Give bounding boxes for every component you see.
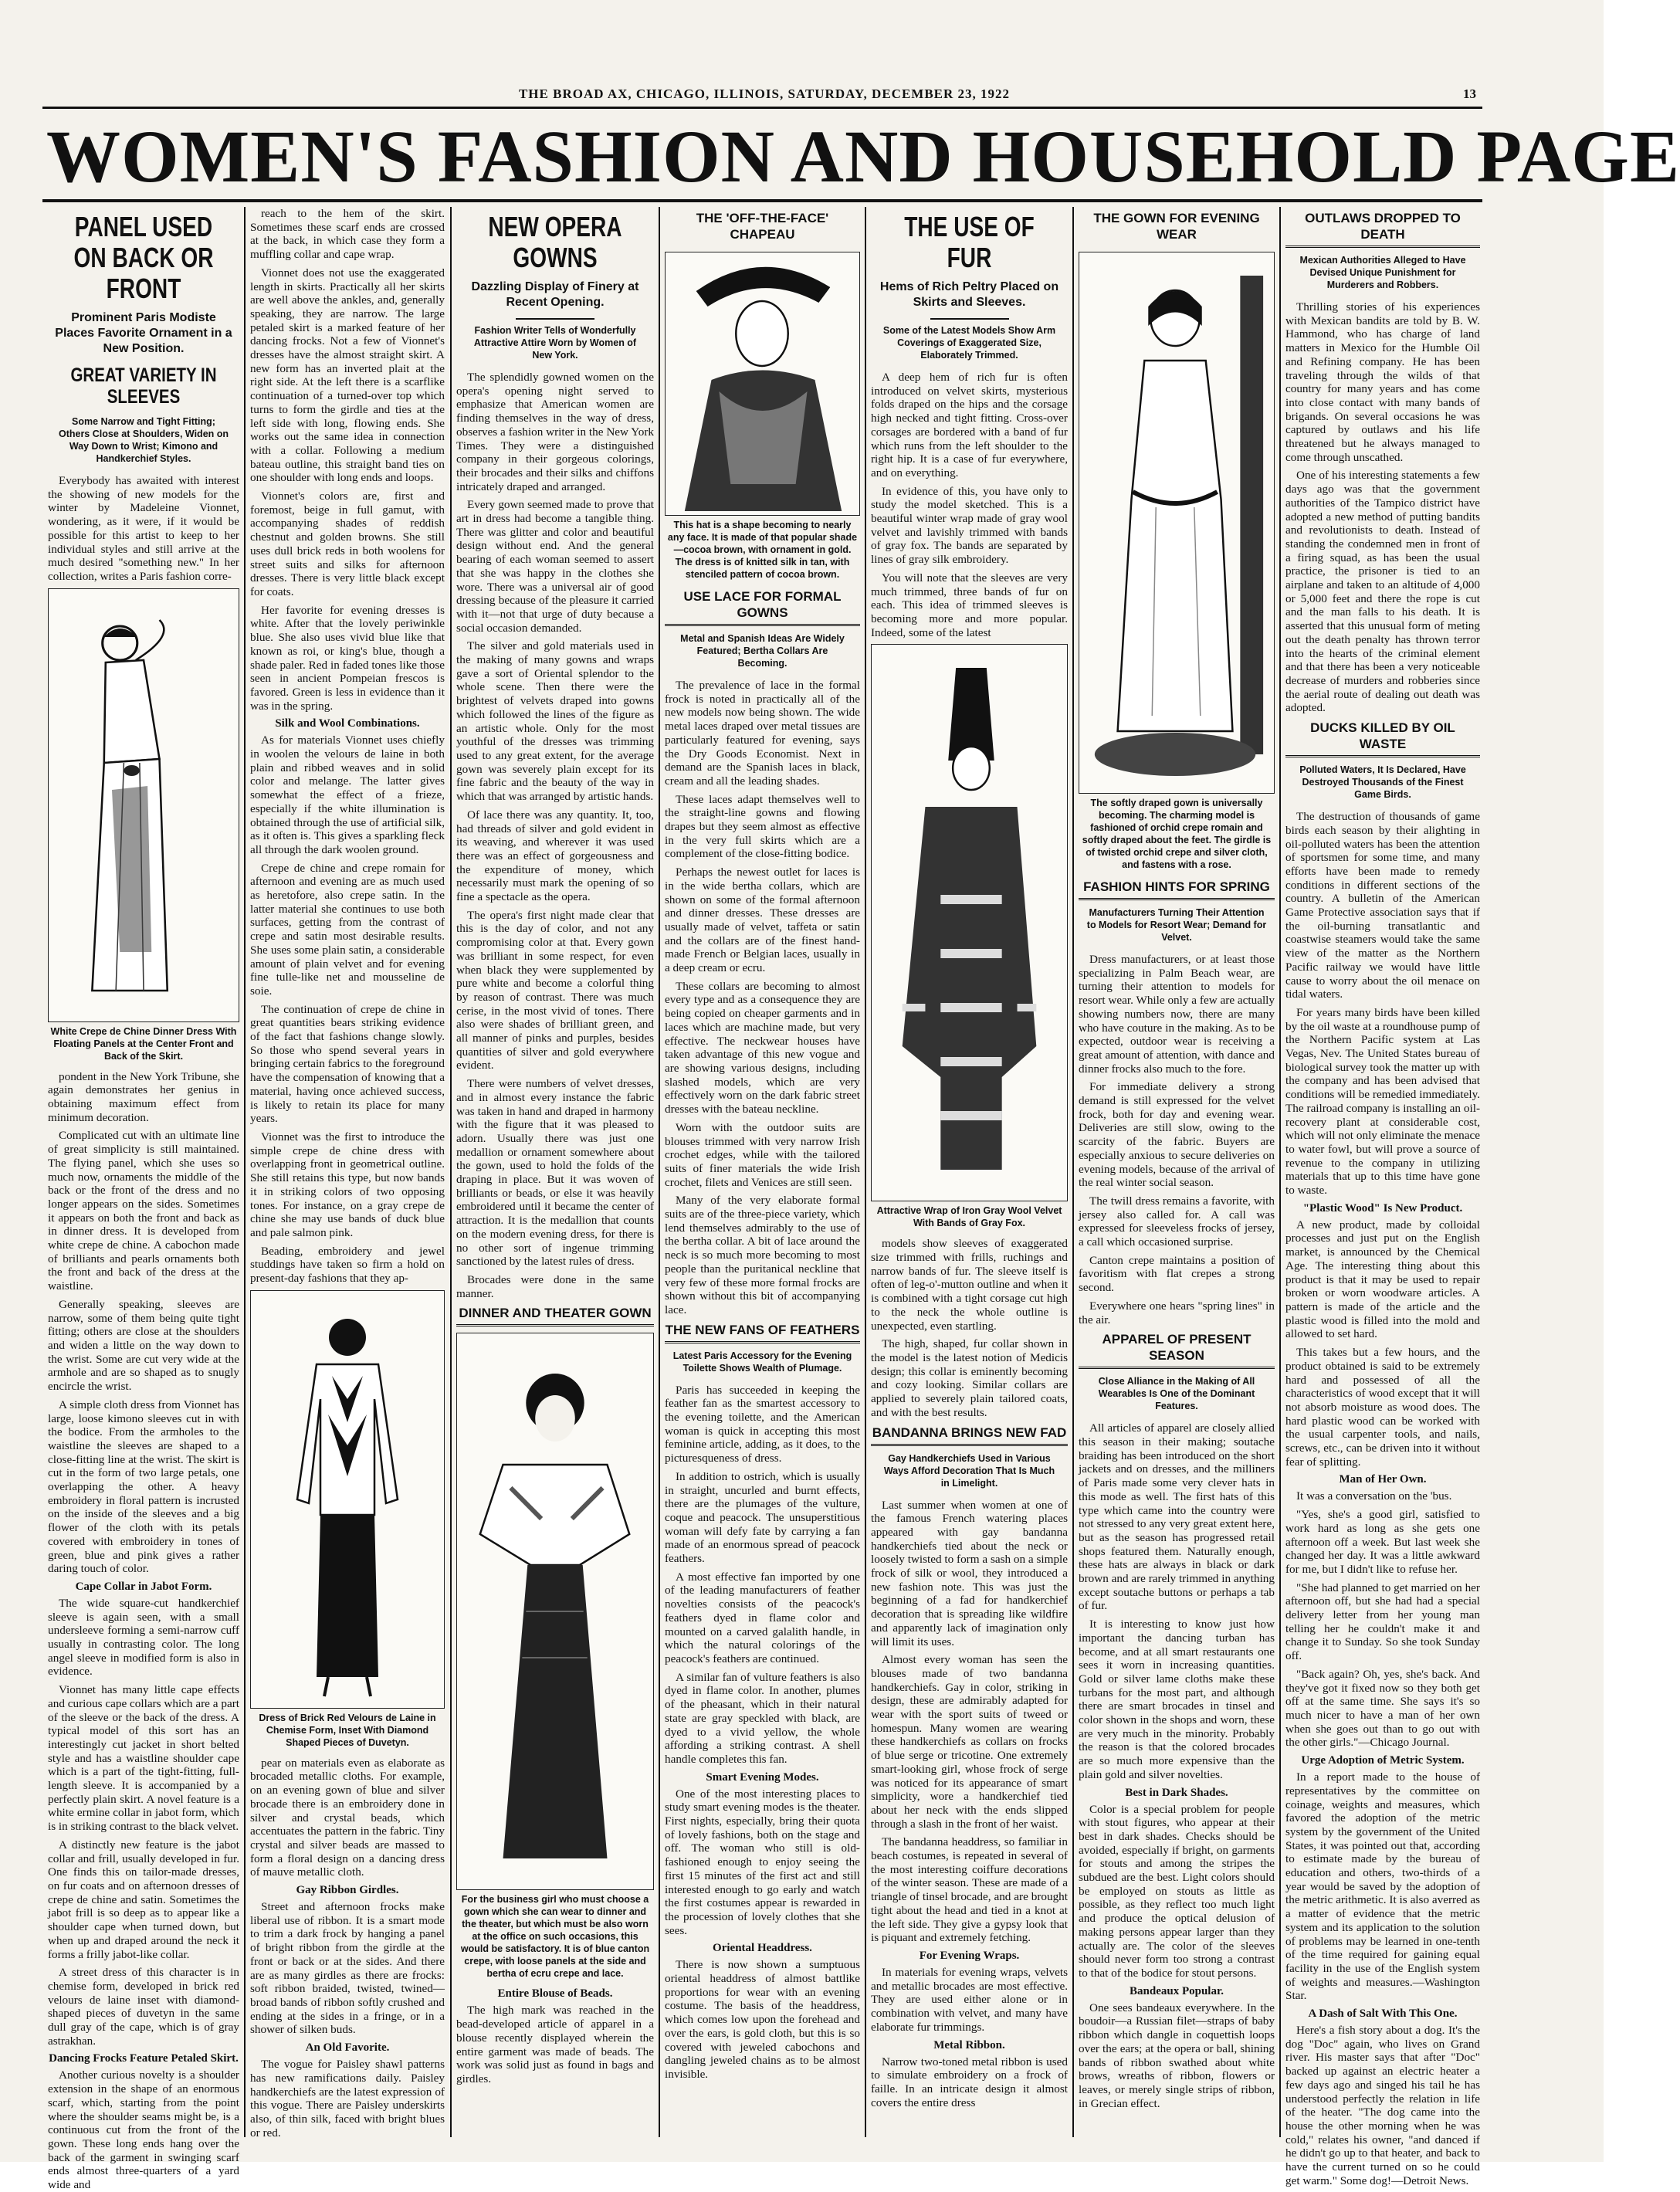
banner-rule <box>42 199 1482 202</box>
paragraph: The prevalence of lace in the formal frock is noted in practically all of the new models now being shown. The wide metal laces draped over metal tissues are particularly featured for evening, says the Dry Goods Economist. Next in demand are the Spanish laces in black, cream and all the leading shades. <box>665 679 860 788</box>
deck: Prominent Paris Modiste Places Favorite Ornament in a New Position. <box>55 311 232 355</box>
column-5 <box>871 207 1068 2137</box>
paragraph: In a report made to the house of representatives by the committee on coinage, weights and measures, which favored the adoption of the metric system by the government of the United States, it was pointed out that, according to estimate made by the bureau of education and others, two-thirds of a year would be saved by the adoption of the metric arithmetic. It is also averred as a matter of evidence that the metric system and its application to the solution of problems may be learned in one-tenth of the time required for gaining equal facility in the use of the English system of weights and measures.—Washington Star. <box>1285 1770 1480 2003</box>
paragraph: There were numbers of velvet dresses, and in almost every instance the fabric was taken in hand and draped in harmony with the figure that it was pleased to adorn. Usually there was just one medallion or ornament somewhere about the gown, used to hold the folds of the draping in place. But it was woven of brilliants or beads, or else it was heavily embroidered until it became the center of attraction. It is the medallion that counts on the modern evening dress, for there is no other sort of ingenue trimming sanctioned by the latest rules of dress. <box>456 1077 654 1269</box>
headline: FASHION HINTS FOR SPRING <box>1079 879 1275 900</box>
illustration-chemise-dress <box>250 1290 445 1709</box>
subhead: For Evening Wraps. <box>919 1950 1020 1962</box>
divider <box>516 318 594 320</box>
paragraph: "Back again? Oh, yes, she's back. And they've got it fixed now so they both get off at the same time. She says it's so much nicer to have a man of her own when she goes out than to go out with the other girls."—Chicago Journal. <box>1285 1667 1480 1750</box>
masthead-rule <box>42 107 1482 109</box>
paragraph: It was a conversation on the 'bus. <box>1296 1489 1452 1503</box>
column-1 <box>48 207 239 2192</box>
deck: Some of the Latest Models Show Arm Coverings of Exaggerated Size, Elaborately Trimmed. <box>882 325 1056 361</box>
illustration-theater-gown <box>456 1333 654 1890</box>
paragraph: The wide square-cut handkerchief sleeve is again seen, with a small undersleeve forming a semi-narrow cuff usually in contrasting color. The long angel sleeve in modified form is also in evidence. <box>48 1596 239 1679</box>
paragraph: Complicated cut with an ultimate line of great simplicity is still maintained. The flying panel, which she uses so much now, ornaments the middle of the back or the front of the dress and no longer appears on the sides. Sometimes it appears on both the front and back as in dinner dress. It is developed from white crepe de chine. A cabochon made of brilliants and pearls ornaments both the front and back of the dress at the waistline. <box>48 1129 239 1293</box>
illustration-off-the-face-hat <box>665 252 860 516</box>
paragraph: You will note that the sleeves are very much trimmed, three bands of fur on each. This idea of trimmed sleeves is becoming more and more popular. Indeed, some of the latest <box>871 571 1068 639</box>
column-rule <box>659 207 660 2137</box>
paragraph: A simple cloth dress from Vionnet has large, loose kimono sleeves cut in with the bodice. From the armholes to the waistline the sleeves are shaped to a close-fitting line at the wrist. The skirt is cut in the form of two large petals, one overlapping the other. A heavy embroidery in floral pattern is incrusted on the inside of the sleeves and a big flower of the cloth with its petals covered with embroidery in tones of green, blue and pink gives a rather daring touch of color. <box>48 1398 239 1576</box>
paragraph: Almost every woman has seen the blouses made of two bandanna handkerchiefs. Gay in color, striking in design, these are admirably adapted for wear with the sport suits of tweed or homespun. Many women are wearing these handkerchiefs as collars on frocks of blue serge or tricotine. One extremely smart-looking girl, whose frock of serge was noticed for its appearance of smart simplicity, wore a handkerchief tied about her neck with the ends slipped through a slash in the front of her waist. <box>871 1653 1068 1831</box>
subhead: Man of Her Own. <box>1339 1473 1427 1486</box>
column-6 <box>1079 207 1275 2137</box>
deck: Dazzling Display of Finery at Recent Opening. <box>471 280 639 309</box>
paragraph: A distinctly new feature is the jabot collar and frill, usually developed in fur. One finds this on tailor-made dresses, on fur coats and on afternoon dresses of crepe de chine and satin. Sometimes the jabot frill is so deep as to appear like a shoulder cape when turned down, but when up and draped around the neck it forms a frilly jabot-like collar. <box>48 1838 239 1961</box>
paragraph: In evidence of this, you have only to study the model sketched. This is a beautiful winter wrap made of gray wool velvet and lavishly trimmed with bands of gray fox. The bands are separated by lines of gray silk embroidery. <box>871 484 1068 567</box>
paragraph: Last summer when women at one of the famous French watering places appeared with gay bandanna handkerchiefs tied about the neck or loosely twisted to form a sash on a simple frock of silk or wool, they introduced a new fashion note. This was just the beginning of a fad for handkerchief decoration that is spreading like wildfire and apparently lack of imagination only will limit its uses. <box>871 1498 1068 1648</box>
paragraph: Paris has succeeded in keeping the feather fan as the smartest accessory to the evening toilette, and the American woman is quick in accepting this most feminine article, adding, as it does, to the picturesqueness of dress. <box>665 1383 860 1465</box>
paragraph: "Yes, she's a good girl, satisfied to work hard as long as she gets one afternoon off a week. But last week she changed her day. It was a little awkward for me, but I didn't like to refuse her. <box>1285 1508 1480 1576</box>
paragraph: The continuation of crepe de chine in great quantities bears striking evidence of the fact that fashions change slowly. So those who spend several years in bringing certain fabrics to the foreground have the compensation of knowing that a material, having once achieved success, is likely to retain its place for many years. <box>250 1002 445 1126</box>
paragraph: Beading, embroidery and jewel studdings have taken so firm a hold on present-day fashions that they ap- <box>250 1244 445 1286</box>
deck: Polluted Waters, It Is Declared, Have Destroyed Thousands of the Finest Game Birds. <box>1299 764 1466 801</box>
paragraph: A new product, made by colloidal processes and just put on the English market, is announced by the Chemical Age. The interesting thing about this product is that it may be used to repair broken or worn woodware articles. A pattern is made of the article and the plastic wood is filled into the mold and allowed to set hard. <box>1285 1218 1480 1341</box>
paragraph: This takes but a few hours, and the product obtained is said to be extremely hard and possessed of all the characteristics of wood except that it will not absorb moisture as wood does. The hard plastic wood can be worked with the usual carpenter tools, and nails, screws, etc., can be driven into it without fear of splitting. <box>1285 1346 1480 1469</box>
figure-caption: The softly draped gown is universally becoming. The charming model is fashioned of orchid crepe romain and softly draped about the feet. The girdle is of twisted orchid crepe and silver cloth, and fastens with a rose. <box>1082 798 1272 870</box>
paragraph: Generally speaking, sleeves are narrow, some of them being quite tight fitting; others are close at the shoulders and widen a little on the way down to the wrist. Some are cut very wide at the armhole and are so shaped as to snugly encircle the wrist. <box>48 1297 239 1394</box>
deck: Gay Handkerchiefs Used in Various Ways Afford Decoration That Is Much in Limelight. <box>883 1452 1055 1489</box>
paragraph: Her favorite for evening dresses is white. After that the lovely periwinkle blue. She also uses vivid blue like that known as roi, or king's blue, though a shade paler. Red in faded tones like those seen in ancient Pompeian frescos is favored. Green is less in evidence than it was in the spring. <box>250 603 445 713</box>
paragraph: Color is a special problem for people with stout figures, who appear at their best in dark shades. Checks should be avoided, especially if bright, on garments for stouts and among the stripes the subdued are the best. Light colors should be employed on stouts as little as possible, as they reflect too much light and produce the optical delusion of making persons appear larger than they actually are. The color of the sleeves should never form too strong a contrast to that of the bodice for stout persons. <box>1079 1802 1275 1980</box>
paragraph: Worn with the outdoor suits are blouses trimmed with very narrow Irish crochet edges, while with the tailored suits of finer materials the wide Irish crochet, filets and Venices are still seen. <box>665 1120 860 1189</box>
figure-caption: White Crepe de Chine Dinner Dress With Floating Panels at the Center Front and Back of the Skirt. <box>50 1025 237 1062</box>
paragraph: One sees bandeaux everywhere. In the boudoir—a Russian filet—straps of baby ribbon which dangle in coquettish loops over the ears; at the opera or ball, shining bands of ribbon swathed about white brows, wreaths of ribbon, flowers or leaves, or merely single strips of ribbon, in Grecian effect. <box>1079 2001 1275 2110</box>
paragraph: It is interesting to know just how important the dancing turban has become, and at all smart restaurants one sees it worn in increasing quantities. Gold or silver lame cloths make these turbans for the most part, and although there are smart brocades in tinsel and color shown in the shops and worn, these are very much in the minority. Probably the reason is that the colored brocades are so much more expensive than the plain gold and silver novelties. <box>1079 1618 1275 1781</box>
paragraph: The destruction of thousands of game birds each season by their alighting in oil-polluted waters has been the attention of sportsmen for some time, and many efforts have been made to remedy conditions in different sections of the country. A bulletin of the American Game Protective association says that if the oil-burning transatlantic and coastwise steamers would take the same view of the matter as the Northern Pacific railway we would have little cause to worry about the oil menace on tidal waters. <box>1285 810 1480 1001</box>
subhead: An Old Favorite. <box>305 2041 390 2055</box>
figure-caption: This hat is a shape becoming to nearly any face. It is made of that popular shade—cocoa brown, with ornament in gold. The dress is of knitted silk in tan, with stenciled pattern of cocoa brown. <box>667 520 858 580</box>
paragraph: A street dress of this character is in chemise form, developed in brick red velours de laine inset with diamond-shaped pieces of duvetyn in the same dull gray of the cape, which is of gray astrakhan. <box>48 1966 239 2048</box>
column-rule <box>1279 207 1281 2137</box>
column-rule <box>1072 207 1074 2137</box>
paragraph: In materials for evening wraps, velvets and metallic brocades are most effective. They are used either alone or in combination with velvet, and many have elaborate fur trimmings. <box>871 1966 1068 2034</box>
subhead: Metal Ribbon. <box>933 2038 1005 2051</box>
paragraph: The opera's first night made clear that this is the day of color, and not any compromising color at that. Every gown was brilliant in some respect, for even when black they were supplemented by pure white and become a colorful thing by reason of contrast. There was much cerise, in the most vivid of tones. There also were shades of brilliant green, and all manner of pinks and purples, besides quantities of silver and gold everywhere evident. <box>456 908 654 1072</box>
paragraph: Street and afternoon frocks make liberal use of ribbon. It is a smart mode to trim a dark frock by hanging a panel of bright ribbon from the girdle at the front or back or at the sides. And there are as many girdles as there are frocks: soft ribbon braided, twisted, twined—broad bands of ribbon softly crushed and ending at the sides in a fringe, or in a shower of silken buds. <box>250 1900 445 2037</box>
paragraph: pear on materials even as elaborate as brocaded metallic cloths. For example, on an evening gown of blue and silver brocade there is an embroidery done in silver and crystal beads, which accentuates the pattern in the fabric. Tiny crystal and silver beads are massed to form a floral design on a dancing dress of mauve metallic cloth. <box>250 1756 445 1879</box>
subhead: Best in Dark Shades. <box>1125 1786 1228 1799</box>
headline: DUCKS KILLED BY OIL WASTE <box>1285 720 1480 757</box>
subhead: Entire Blouse of Beads. <box>497 1987 613 2001</box>
paragraph: A similar fan of vulture feathers is also dyed in flame color. In another, plumes of the pheasant, which in their natural state are gray speckled with black, are dyed to a vivid yellow, the whole affording a striking contrast. A shell handle completes this fan. <box>665 1670 860 1766</box>
paragraph: The bandanna headdress, so familiar in beach costumes, is repeated in several of the most interesting coiffure decorations of the winter season. These are made of a triangle of tinsel brocade, and are brought tight about the head and tied in a knot at the left side. They give a gypsy look that is piquant and extremely fetching. <box>871 1835 1068 1945</box>
paragraph: Vionnet's colors are, first and foremost, beige in full gamut, with accompanying shades of reddish chestnut and golden browns. She still uses dull brick reds in both woolens for street suits and silks for afternoon dresses. There is very little black except for coats. <box>250 490 445 598</box>
figure-caption: Attractive Wrap of Iron Gray Wool Velvet With Bands of Gray Fox. <box>876 1205 1062 1229</box>
paragraph: The silver and gold materials used in the making of many gowns and wraps gave a sort of Oriental splendor to the whole scene. Then there were the brightest of velvets draped into gowns which followed the lines of the figure as an artistic whole. Only for the most youthful of the dresses was trimming used to any great extent, for the average gown was severely plain except for its fine fabric and the beauty of the way in which that was arranged by artistic hands. <box>456 639 654 804</box>
deck: Manufacturers Turning Their Attention to Models for Resort Wear; Demand for Velvet. <box>1086 907 1267 943</box>
paragraph: Vionnet does not use the exaggerated length in skirts. Practically all her skirts are well above the ankles, and, generally speaking, they are narrow. The large petaled skirt is a marked feature of her dancing frocks. Not a few of Vionnet's dresses have the almost straight skirt. A new form has an inverted plait at the right side. At the left there is a scarflike continuation of a turned-over top which turns to form the girdle and ties at the left side with long, flowing ends. She works out the same idea in connection with a collar. Following a medium bateau outline, this straight band ties on one shoulder with long ends and loops. <box>250 266 445 485</box>
deck: Some Narrow and Tight Fitting; Others Close at Shoulders, Widen on Way Down to Wrist; Kimono and Handkerchief Styles. <box>58 416 229 464</box>
paragraph: Thrilling stories of his experiences with Mexican bandits are told by B. W. Hammond, who has charge of land matters in Mexico for the Humble Oil and Refining company. He has been traveling through the wilds of that country for many years and has come into close contact with many bands of brigands. On several occasions he was captured by outlaws and his life threatened but he always managed to come through unscathed. <box>1285 300 1480 464</box>
masthead: THE BROAD AX, CHICAGO, ILLINOIS, SATURDAY, DECEMBER 23, 1922 <box>518 86 1011 101</box>
headline: DINNER AND THEATER GOWN <box>456 1305 654 1326</box>
paragraph: "She had planned to get married on her afternoon off, but she had had a special delivery letter from her young man telling her he couldn't make it and change it to Sunday. So she took Sunday off. <box>1285 1580 1480 1663</box>
deck: Close Alliance in the Making of All Wearables Is One of the Dominant Features. <box>1098 1376 1255 1412</box>
paragraph: A deep hem of rich fur is often introduced on velvet skirts, mysterious folds draped on the hips and the corsage high necked and tight fitting. Cross-over corsages are bordered with a band of fur which runs from the left shoulder to the right hip. It is a case of fur everywhere, and on everything. <box>871 371 1068 479</box>
column-2 <box>250 207 445 2137</box>
paragraph: One of his interesting statements a few days ago was that the government authorities of the Tampico district have adopted a new method of putting bandits and revolutionists to death. Instead of standing the condemned men in front of a firing squad, as has been the usual practice, the prisoner is tied to an airplane and taken to an altitude of 4,000 or 5,000 feet and there the rope is cut and the man falls to his death. It is asserted that this unusual form of meting out the death penalty has thrown terror into the hearts of the criminal element and that there has been a very noticeable decrease of murders and robberies since the aerial route of dealing out death was adopted. <box>1285 469 1480 715</box>
headline: THE NEW FANS OF FEATHERS <box>665 1322 860 1343</box>
paragraph: Canton crepe maintains a position of favoritism with flat crepes a strong second. <box>1079 1253 1275 1295</box>
paragraph: The twill dress remains a favorite, with jersey also called for. A call was expressed for sleeveless frocks of jersey, a call which occasioned surprise. <box>1079 1194 1275 1249</box>
paragraph: For years many birds have been killed by the oil waste at a roundhouse pump of the Northern Pacific system at Las Vegas, Nev. The United States bureau of biological survey took the matter up with the company and has been advised that conditions will be remedied immediately. The railroad company is installing an oil-recovery plant at considerable cost, which will not only eliminate the menace to water fowl, but will prove a source of revenue to the company in utilizing materials that up to this time have gone to waste. <box>1285 1005 1480 1198</box>
column-rule <box>450 207 452 2137</box>
headline: PANEL USED ON BACK OR FRONT <box>73 211 214 304</box>
headline: THE USE OF FUR <box>904 211 1035 273</box>
headline: BANDANNA BRINGS NEW FAD <box>871 1425 1068 1446</box>
subhead: Urge Adoption of Metric System. <box>1301 1754 1465 1767</box>
deck: Latest Paris Accessory for the Evening Toilette Shows Wealth of Plumage. <box>672 1350 852 1374</box>
paragraph: Here's a fish story about a dog. It's the dog "Doc" again, who lives on Grand river. His master says that after "Doc" backed up against an electric heater a few days ago and singed his tail he has understood perfectly the relation in life of the heater. "The dog came into the house the other morning when he was cold," relates his owner, "and danced if he didn't go up to that heater, and back to have the current turned on so he could get warm." Some dog!—Detroit News. <box>1285 2024 1480 2187</box>
deck: Fashion Writer Tells of Wonderfully Attractive Attire Worn by Women of New York. <box>473 325 637 361</box>
paragraph: models show sleeves of exaggerated size trimmed with frills, ruchings and narrow bands of fur. The sleeve itself is often of leg-o'-mutton outline and when it is combined with a tight corsage cut high to the neck the whole outline is unexpected, even startling. <box>871 1237 1068 1333</box>
deck: Metal and Spanish Ideas Are Widely Featured; Bertha Collars Are Becoming. <box>680 633 845 669</box>
subhead: Gay Ribbon Girdles. <box>296 1884 399 1897</box>
paragraph: Of lace there was any quantity. It, too, had threads of silver and gold evident in its weaving, and wherever it was used there was an effect of gorgeousness and the expenditure of money, which necessarily must mark the opening of so fine a spectacle as the opera. <box>456 808 654 904</box>
paragraph: Dress manufacturers, or at least those specializing in Palm Beach wear, are turning their attention to models for resort wear. While only a few are actually showing numbers now, there are many who have couture in the making. As to be expected, outdoor wear is receiving a great amount of attention, with dance and dinner frocks also much to the fore. <box>1079 953 1275 1076</box>
paragraph: The vogue for Paisley shawl patterns has new ramifications daily. Paisley handkerchiefs are the latest expression of this vogue. There are Paisley underskirts also, of thin silk, faced with bright blues or red. <box>250 2058 445 2139</box>
paragraph: All articles of apparel are closely allied this season in their making; soutache braiding has been introduced on the short jackets and on dresses, and the milliners of Paris made some very clever hats in this mode as well. The first hats of this type which came into the country were not stressed to any very great extent here, but as the season has progressed retail shops featured them. Naturally enough, these hats are always in black or dark brown and are rarely trimmed in anything except soutache buttons or perhaps a tab of fur. <box>1079 1421 1275 1613</box>
page-banner: WOMEN'S FASHION AND HOUSEHOLD PAGE <box>46 115 1680 198</box>
column-rule <box>244 207 246 2137</box>
deck: Hems of Rich Peltry Placed on Skirts and Sleeves. <box>879 280 1059 309</box>
paragraph: Another curious novelty is a shoulder extension in the shape of an enormous scarf, which, starting from the point where the shoulder seams might be, is a continuous cut from the front of the gown. These long ends hang over the back of the garment in swinging scarf ends almost three-quarters of a yard wide and <box>48 2068 239 2192</box>
deck: Mexican Authorities Alleged to Have Devised Unique Punishment for Murderers and Robbers. <box>1299 255 1466 290</box>
divider <box>930 318 1009 320</box>
subhead: Cape Collar in Jabot Form. <box>75 1580 212 1593</box>
paragraph: Narrow two-toned metal ribbon is used to simulate embroidery on a frock of faille. In an intricate design it almost covers the entire dress <box>871 2055 1068 2109</box>
illustration-dinner-dress <box>48 588 239 1022</box>
figure-caption: Dress of Brick Red Velours de Laine in Chemise Form, Inset With Diamond Shaped Pieces of Duvetyn. <box>259 1712 436 1748</box>
paragraph: Brocades were done in the same manner. <box>456 1273 654 1300</box>
paragraph: For immediate delivery a strong demand is still expressed for the velvet frock, both for day and evening wear. Deliveries are still slow, owing to the scarcity of the fabric. Buyers are especially anxious to secure deliveries on evening models, because of the arrival of the real winter social season. <box>1079 1080 1275 1190</box>
column-4 <box>665 207 860 2137</box>
subhead: A Dash of Salt With This One. <box>1308 2007 1458 2021</box>
paragraph: Every gown seemed made to prove that art in dress had become a tangible thing. There was glitter and color and beautiful design without end. And the general bearing of each woman seemed to assert that she was happy in the clothes she wore. There was a universal air of good dressing because of the pleasure it carried with it—not that urge of duty because a social occasion demanded. <box>456 498 654 635</box>
paragraph: In addition to ostrich, which is usually in straight, uncurled and burnt effects, there are the plumages of the vulture, coque and peacock. The unsuperstitious woman will defy fate by carrying a fan made of an enormous spread of peacock feathers. <box>665 1469 860 1566</box>
paragraph: One of the most interesting places to study smart evening modes is the theater. First nights, especially, bring their quota of lovely fashions, both on the stage and off. The woman who still is old-fashioned enough to enjoy seeing the first 15 minutes of the first act and still interested enough to go early and watch the first costumes appear is rewarded in the procession of lovely clothes that she sees. <box>665 1787 860 1937</box>
paragraph: The high mark was reached in the bead-developed article of apparel in a blouse recently displayed wherein the entire garment was made of beads. The work was solid just as found in bags and girdles. <box>456 2004 654 2085</box>
page-number: 13 <box>1463 86 1476 101</box>
subhead: Dancing Frocks Feature Petaled Skirt. <box>49 2052 239 2065</box>
column-rule <box>865 207 866 2137</box>
paragraph: As for materials Vionnet uses chiefly in woolen the velours de laine in both plain and ribbed weaves and in solid color and melange. The latter gives somewhat the effect of a frieze, especially if the white illumination is obtained through the use of artificial silk, as it often is. This gives a sparkling fleck all through the dark woolen ground. <box>250 733 445 856</box>
paragraph: pondent in the New York Tribune, she again demonstrates her genius in obtaining maximum effect from minimum decoration. <box>48 1069 239 1124</box>
paragraph: reach to the hem of the skirt. Sometimes these scarf ends are crossed at the back, in which case they form a muffling collar and cape wrap. <box>250 207 445 262</box>
paragraph: The high, shaped, fur collar shown in the model is the latest notion of Medicis design; this collar is eminently becoming and cozy looking. Similar collars are applied to severely plain tailored coats, and with the best results. <box>871 1337 1068 1419</box>
paragraph: Vionnet was the first to introduce the simple crepe de chine dress with overlapping front in geometrical outline. She still retains this type, but now bands it in striking colors of two opposing tones. For instance, on a gray crepe de chine she may use bands of duck blue and pale salmon pink. <box>250 1130 445 1239</box>
subhead: Bandeaux Popular. <box>1130 1984 1224 1997</box>
headline: APPAREL OF PRESENT SEASON <box>1079 1331 1275 1369</box>
headline: GREAT VARIETY IN SLEEVES <box>70 364 217 408</box>
paragraph: A most effective fan imported by one of the leading manufacturers of feather novelties consists of the peacock's feathers dyed in flame color and mounted on a carved galalith handle, in which the natural colorings of the peacock's feathers are continued. <box>665 1570 860 1665</box>
headline: NEW OPERA GOWNS <box>488 211 622 273</box>
subhead: "Plastic Wood" Is New Product. <box>1302 1201 1463 1215</box>
subhead: Smart Evening Modes. <box>706 1770 819 1784</box>
paragraph: Crepe de chine and crepe romain for afternoon and evening are as much used as heretofore, also crepe satin. In the latter material she continues to use both surfaces, getting from the contrast of crepe and satin most desirable results. She uses some plain satin, a considerable amount of plain velvet and for evening fine tulle-like net and mousseline de soie. <box>250 861 445 998</box>
headline: THE GOWN FOR EVENING WEAR <box>1093 211 1260 242</box>
paragraph: Many of the very elaborate formal suits are of the three-piece variety, which lend themselves admirably to the use of the bertha collar. A bit of lace around the neck is so much more becoming to most people than the puritanical neckline that very few of these more formal frocks are shown without this bit of accompanying lace. <box>665 1194 860 1316</box>
illustration-evening-gown <box>1079 252 1275 794</box>
paragraph: These collars are becoming to almost every type and as a consequence they are being copied on cheaper garments and in laces which are machine made, but very effective. The neckwear houses have taken advantage of this new vogue and are showing various designs, including slashed models, which are very effectively worn on the dark fabric street dresses with the bateau neckline. <box>665 979 860 1116</box>
paragraph: These laces adapt themselves well to the straight-line gowns and flowing drapes but they seem almost as effective in the very full skirts which are a complement of the close-fitting bodice. <box>665 792 860 861</box>
headline: OUTLAWS DROPPED TO DEATH <box>1285 210 1480 248</box>
paragraph: Everywhere one hears "spring lines" in the air. <box>1079 1299 1275 1326</box>
illustration-fur-wrap <box>871 644 1068 1201</box>
column-3 <box>456 207 654 2137</box>
headline: USE LACE FOR FORMAL GOWNS <box>665 588 860 626</box>
subhead: Silk and Wool Combinations. <box>275 717 420 730</box>
subhead: Oriental Headdress. <box>713 1942 812 1955</box>
column-7 <box>1285 207 1480 2187</box>
figure-caption: For the business girl who must choose a gown which she can wear to dinner and the theater, but which must be also worn at the office on such occasions, this would be satisfactory. It is of blue canton crepe, with loose panels at the side and bertha of ecru crepe and lace. <box>460 1894 650 1980</box>
headline: THE 'OFF-THE-FACE' CHAPEAU <box>696 211 829 242</box>
paragraph: Everybody has awaited with interest the showing of new models for the winter by Madeleine Vionnet, wondering, as it were, if it would be possible for this artist to keep to her individual styles and still arrive at the much desired "something new." In her collection, writes a Paris fashion corre- <box>48 474 239 583</box>
paragraph: The splendidly gowned women on the opera's opening night served to emphasize that American women are finding themselves in the way of dress, observes a fashion writer in the New York Times. They were a distinguished company in their gorgeous colorings, their brocades and their silks and chiffons intricately draped and arranged. <box>456 371 654 493</box>
paragraph: Vionnet has many little cape effects and curious cape collars which are a part of the sleeve or the back of the dress. A typical model of this sort has an interestingly cut jacket in short belted style and has a waistline shoulder cape which is a part of the tight-fitting, full-length sleeve. It is accompanied by a perfectly plain skirt. A novel feature is a white ermine collar in jabot form, which is in striking contrast to the black velvet. <box>48 1683 239 1834</box>
paragraph: Perhaps the newest outlet for laces is in the wide bertha collars, which are shown on some of the formal afternoon and dinner dresses. These dresses are usually made of velvet, taffeta or satin and the collars are of the finest hand-made French or Belgian laces, usually in a deep cream or ecru. <box>665 866 860 975</box>
paragraph: There is now shown a sumptuous oriental headdress of almost battlike proportions for wear with an evening costume. The basis of the headdress, which comes low upon the forehead and over the ears, is gold cloth, but this is so covered with jeweled cabochons and dangling jeweled chains as to be almost invisible. <box>665 1958 860 2081</box>
